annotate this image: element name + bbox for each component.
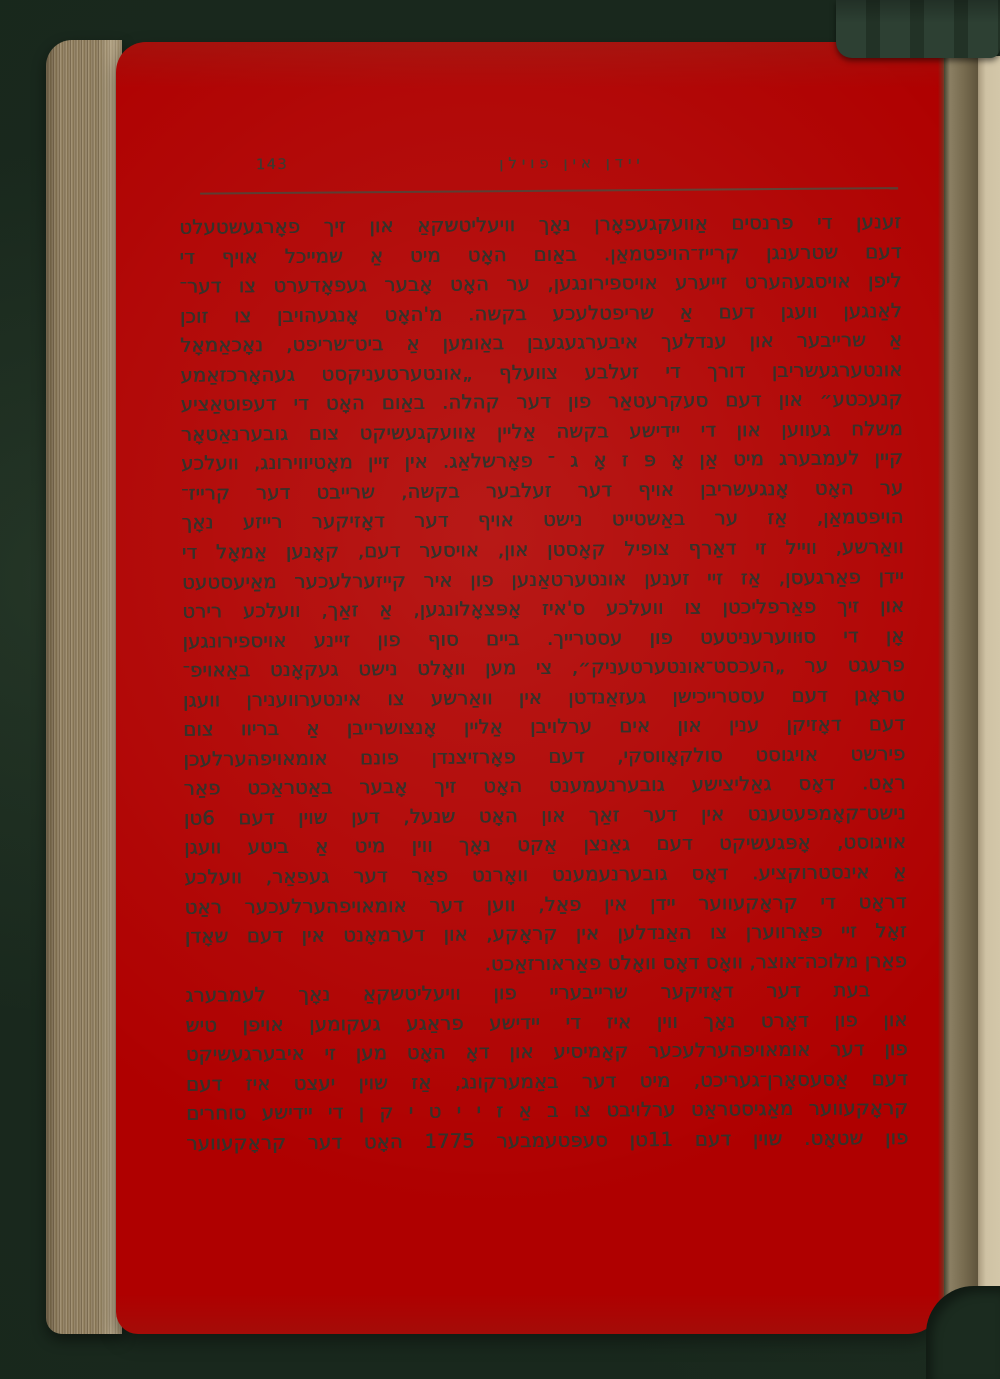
printed-page-content [111,39,949,1337]
text-line: פון שטאָט. שוין דעם 11טן סעפּטעמבער 1775 האָט דער קראָקעווער [186,1125,909,1155]
text-line: דעם דאָזיקן ענין און אים ערלויבן אַליין אָנצושרייבן אַ בריוו צום [183,712,906,742]
page-number: 143 [255,156,289,174]
text-line: זאָל זיי פאַרווערן צו האַנדלען אין קראָקע, און דערמאָנט אין דעם שאָדן [184,919,908,948]
page-gutter-shadow [938,54,978,1320]
text-line: אויגוסט, אָפּגעשיקט דעם גאַנצן אַקט נאָך ווין מיט אַ ביטע וועגן [184,830,907,860]
fore-edge-page-stack [46,40,122,1334]
text-line: אַ אינסטרוקציע. דאָס גובערנעמענט וואָרנט פאַר דער געפאַר, וועלכע [184,860,907,889]
text-line: לאַנגען וועגן דעם אַ שריפטלעכע בקשה. מ'האָט אָנגעהויבן צו זוכן [179,298,903,328]
text-line: נישט־קאָמפעטענט אין דער זאַך און האָט שנעל, דען שוין דעם 6טן [183,800,907,830]
text-line: ראַט. דאָס גאַליצישע גובערנעמענט האָט זיך אָבער באַטראַכט פאַר [183,771,906,801]
text-line: דראָט די קראָקעווער יידן אין פאַל, ווען דער אומאויפהערלעכער ראַט [184,889,907,919]
text-line: זענען די פרנסים אַוועקגעפאָרן נאָך וויעליטשקאַ און זיך פאָרגעשטעלט [179,210,902,239]
text-line: הויפטמאַן, אַז ער באַשטייט נישט אויף דער דאָזיקער רייזע נאָך [181,505,904,535]
header-rule [200,187,898,194]
text-line: אַ שרייבער און ענדלעך איבערגעגעבן באַומען אַ ביט־שריפט, נאָכאַמאָל [180,328,903,357]
text-line: און זיך פאַרפליכטן צו וועלכע ס'איז אָפּצאָלונגען, אַ זאַך, וועלכע רירט [182,594,905,623]
text-line: דעם שטרענגן קרייז־הויפטמאַן. באַום האָט מיט אַ שמייכל אויף די [179,239,902,269]
text-line: קראָקעווער מאַגיסטראַט ערלויבט צו ב אַ ז י י ט י ק ן די יידישע סוחרים [186,1096,909,1126]
body-text [179,207,908,1158]
running-header-title: יידן אין פוילן [499,153,645,173]
text-line: בעת דער דאָזיקער שרייבעריי פון וויעליטשקאַ נאָך לעמבערג [185,978,871,1007]
text-line: פון דער אומאויפהערלעכער קאָמיסיע און דאָ האָט מען זי איבערגעשיקט [185,1037,908,1067]
text-line: משלח געווען און די יידישע בקשה אַליין אַוועקגעשיקט צום גובערנאַטאָר [180,416,904,446]
text-line: פרעגט ער „העכסט־אונטערטעניק״, צי מען וואָלט נישט געקאָנט באַאויפ־ [182,653,905,682]
text-line: קנעכטע״ און דעם סעקרעטאַר פון דער קהלה. באַום האָט די דעפוטאַציע [180,387,903,417]
book-cover-spine-top [836,0,1000,58]
text-line: יידן פאַרגעסן, אַז זיי זענען אונטערטאַנען פון איר קייזערלעכער מאַיעסטעט [182,564,905,594]
text-line: וואַרשע, ווייל זי דאַרף צופיל קאָסטן און, אויסער דעם, קאָנען אַמאָל די [181,535,904,564]
text-line: קיין לעמבערג מיט אַן אָ פּ ז אָ ג ־ פאָרשלאַג. אין זיין מאָטיווירונג, וועלכע [181,446,904,476]
text-line: ליפן אויסגעהערט זייערע אויספירונגען, ער האָט אָבער געפאָדערט צו דער־ [179,269,902,298]
text-line: אָן די סוּווערעניטעט פון עסטרייך. ביים סוף פון זיינע אויספירונגען [182,623,905,653]
text-line: און פון דאָרט נאָך ווין איז די יידישע פראַגע געקומען אויפן טיש [185,1007,908,1037]
text-line: טראָגן דעם עסטרייכישן געזאַנדטן אין וואַרשע צו אינטערווענירן וועגן [182,682,906,712]
text-line: ער האָט אָנגעשריבן אויף דער זעלבער בקשה, שרייבט דער קרייז־ [181,475,904,505]
book-page [116,42,944,1334]
text-line: דעם אַסעסאָרן־געריכט, מיט דער באַמערקונג, אַז שוין יעצט איז דעם [186,1066,909,1096]
facing-page-edge [976,56,1000,1306]
text-line: פירשט אויגוסט סולקאָווסקי, דעם פאָרזיצנדן פונם אומאויפהערלעכן [183,741,906,771]
text-line: פאַרן מלוכה־אוצר, וואָס דאָס וואָלט פאַראורזאַכט. [484,948,908,976]
text-line: אונטערגעשריבן דורך די זעלבע צוועלף „אונטערטעניקסט געהאָרכזאַמע [180,357,903,387]
